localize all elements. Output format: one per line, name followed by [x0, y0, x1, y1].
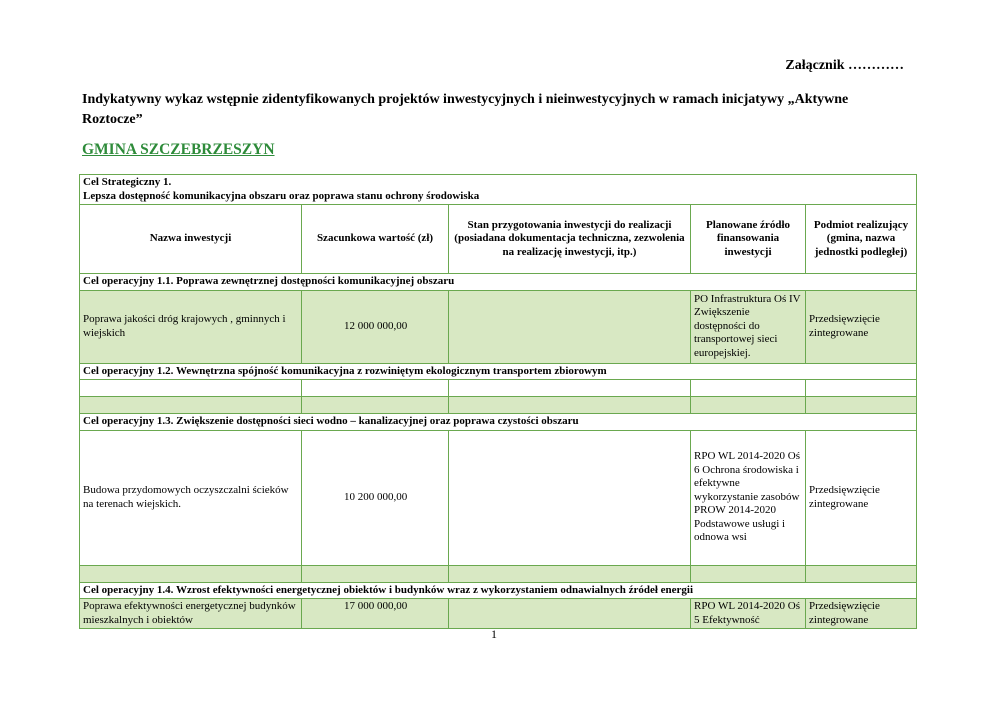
page-number: 1	[491, 627, 497, 641]
empty-cell	[302, 380, 449, 397]
empty-cell	[449, 397, 691, 414]
document-heading: Indykatywny wykaz wstępnie zidentyfikowanych projektów inwestycyjnych i nieinwestycyjnych w ramach inicjatywy „Aktywne Roztocze”	[82, 92, 849, 127]
row1-name: Poprawa jakości dróg krajowych , gminnych i wiejskich	[80, 290, 302, 363]
row3-entity: Przedsięwzięcie zintegrowane	[806, 599, 917, 629]
empty-cell	[691, 397, 806, 414]
table-row	[80, 599, 917, 629]
gmina-title: GMINA SZCZEBRZESZYN	[82, 141, 275, 158]
strategic-goal-row	[80, 175, 917, 205]
empty-cell	[449, 565, 691, 582]
row1-status	[449, 290, 691, 363]
goal-1-2-row	[80, 363, 917, 380]
header-name: Nazwa inwestycji	[80, 205, 302, 274]
empty-cell	[691, 380, 806, 397]
goal-1-3: Cel operacyjny 1.3. Zwiększenie dostępności sieci wodno – kanalizacyjnej oraz poprawa czystości obszaru	[80, 414, 917, 431]
row2-source: RPO WL 2014-2020 Oś 6 Ochrona środowiska i efektywne wykorzystanie zasobów PROW 2014-2020 Podstawowe usługi i odnowa wsi	[691, 430, 806, 565]
header-status: Stan przygotowania inwestycji do realizacji (posiadana dokumentacja techniczna, zezwolenia na realizację inwestycji, itp.)	[449, 205, 691, 274]
empty-cell	[449, 380, 691, 397]
empty-cell	[302, 397, 449, 414]
row3-value: 17 000 000,00	[302, 599, 449, 629]
empty-row	[80, 565, 917, 582]
row3-status	[449, 599, 691, 629]
empty-row	[80, 397, 917, 414]
row1-entity: Przedsięwzięcie zintegrowane	[806, 290, 917, 363]
header-entity: Podmiot realizujący (gmina, nazwa jednostki podległej)	[806, 205, 917, 274]
goal-1-2: Cel operacyjny 1.2. Wewnętrzna spójność komunikacyjna z rozwiniętym ekologicznym transportem zbiorowym	[80, 363, 917, 380]
goal-1-4: Cel operacyjny 1.4. Wzrost efektywności energetycznej obiektów i budynków wraz z wykorzystaniem odnawialnych źródeł energii	[80, 582, 917, 599]
row1-value: 12 000 000,00	[302, 290, 449, 363]
table-row	[80, 430, 917, 565]
row3-source: RPO WL 2014-2020 Oś 5 Efektywność	[691, 599, 806, 629]
empty-cell	[80, 565, 302, 582]
goal-1-1: Cel operacyjny 1.1. Poprawa zewnętrznej dostępności komunikacyjnej obszaru	[80, 274, 917, 291]
empty-cell	[806, 565, 917, 582]
empty-row	[80, 380, 917, 397]
strategic-goal-title: Cel Strategiczny 1.	[83, 176, 172, 188]
empty-cell	[691, 565, 806, 582]
row3-name: Poprawa efektywności energetycznej budynków mieszkalnych i obiektów	[80, 599, 302, 629]
row2-value: 10 200 000,00	[302, 430, 449, 565]
goal-1-4-row	[80, 582, 917, 599]
empty-cell	[80, 397, 302, 414]
table-header-row	[80, 205, 917, 274]
strategic-goal-description: Lepsza dostępność komunikacyjna obszaru oraz poprawa stanu ochrony środowiska	[83, 189, 480, 202]
goal-1-1-row	[80, 274, 917, 291]
investment-table	[79, 174, 917, 629]
table-row	[80, 290, 917, 363]
header-value: Szacunkowa wartość (zł)	[302, 205, 449, 274]
empty-cell	[80, 380, 302, 397]
empty-cell	[806, 380, 917, 397]
empty-cell	[806, 397, 917, 414]
row1-source: PO Infrastruktura Oś IV Zwiększenie dostępności do transportowej sieci europejskiej.	[691, 290, 806, 363]
row2-status	[449, 430, 691, 565]
row2-name: Budowa przydomowych oczyszczalni ścieków na terenach wiejskich.	[80, 430, 302, 565]
goal-1-3-row	[80, 414, 917, 431]
empty-cell	[302, 565, 449, 582]
strategic-goal-cell	[80, 175, 917, 205]
row2-entity: Przedsięwzięcie zintegrowane	[806, 430, 917, 565]
annex-label: Załącznik …………	[785, 58, 904, 73]
header-source: Planowane źródło finansowania inwestycji	[691, 205, 806, 274]
